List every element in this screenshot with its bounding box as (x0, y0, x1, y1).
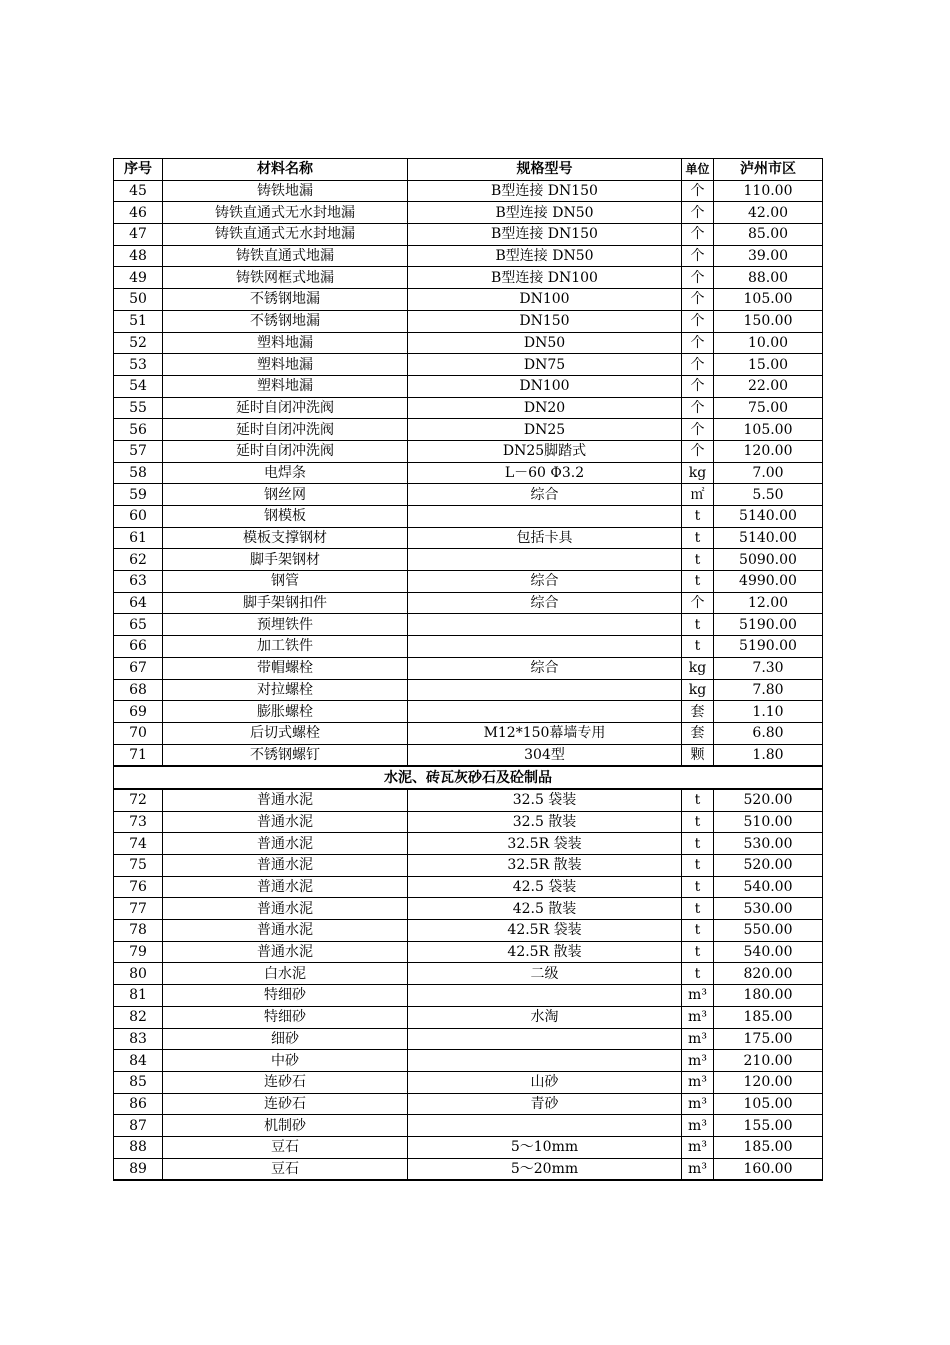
table-row (114, 527, 823, 549)
cell-index: 58 (114, 462, 163, 484)
cell-price: 540.00 (714, 876, 823, 898)
table-row (114, 549, 823, 571)
table-row (114, 289, 823, 311)
cell-unit: ㎡ (682, 484, 714, 506)
cell-spec: 二级 (408, 963, 682, 985)
table-row (114, 985, 823, 1007)
cell-index: 57 (114, 440, 163, 462)
cell-material-name: 普通水泥 (163, 898, 408, 920)
table-row (114, 833, 823, 855)
cell-price: 150.00 (714, 310, 823, 332)
cell-material-name: 机制砂 (163, 1115, 408, 1137)
cell-unit: t (682, 549, 714, 571)
cell-unit: m³ (682, 1093, 714, 1115)
section-title: 水泥、砖瓦灰砂石及砼制品 (114, 766, 823, 789)
cell-spec: 304型 (408, 744, 682, 766)
cell-material-name: 连砂石 (163, 1093, 408, 1115)
table-row (114, 245, 823, 267)
cell-spec: 综合 (408, 657, 682, 679)
cell-index: 47 (114, 224, 163, 246)
table-row (114, 657, 823, 679)
table-row (114, 855, 823, 877)
cell-unit: t (682, 506, 714, 528)
cell-material-name: 脚手架钢扣件 (163, 592, 408, 614)
cell-price: 520.00 (714, 855, 823, 877)
price-table (113, 158, 823, 1181)
cell-spec (408, 1028, 682, 1050)
cell-price: 185.00 (714, 1136, 823, 1158)
cell-price: 120.00 (714, 440, 823, 462)
table-row (114, 811, 823, 833)
header-material-name: 材料名称 (163, 159, 408, 181)
cell-unit: t (682, 920, 714, 942)
cell-material-name: 特细砂 (163, 1006, 408, 1028)
cell-unit: t (682, 811, 714, 833)
cell-price: 15.00 (714, 354, 823, 376)
cell-material-name: 豆石 (163, 1158, 408, 1180)
cell-unit: m³ (682, 1136, 714, 1158)
cell-price: 530.00 (714, 833, 823, 855)
cell-index: 70 (114, 722, 163, 744)
cell-unit: 套 (682, 722, 714, 744)
cell-material-name: 普通水泥 (163, 789, 408, 811)
cell-price: 820.00 (714, 963, 823, 985)
cell-spec: 32.5 袋装 (408, 789, 682, 811)
cell-index: 77 (114, 898, 163, 920)
cell-price: 210.00 (714, 1050, 823, 1072)
cell-price: 5.50 (714, 484, 823, 506)
cell-unit: m³ (682, 1115, 714, 1137)
cell-unit: kg (682, 679, 714, 701)
cell-unit: t (682, 571, 714, 593)
cell-unit: 个 (682, 289, 714, 311)
cell-spec: 32.5 散装 (408, 811, 682, 833)
cell-material-name: 对拉螺栓 (163, 679, 408, 701)
cell-spec: B型连接 DN50 (408, 245, 682, 267)
cell-spec: DN75 (408, 354, 682, 376)
cell-unit: m³ (682, 1071, 714, 1093)
cell-spec (408, 636, 682, 658)
cell-material-name: 普通水泥 (163, 876, 408, 898)
table-row (114, 636, 823, 658)
cell-index: 75 (114, 855, 163, 877)
cell-index: 78 (114, 920, 163, 942)
cell-unit: m³ (682, 1028, 714, 1050)
table-row (114, 920, 823, 942)
cell-price: 5140.00 (714, 506, 823, 528)
cell-spec: DN25脚踏式 (408, 440, 682, 462)
cell-price: 530.00 (714, 898, 823, 920)
cell-material-name: 普通水泥 (163, 833, 408, 855)
cell-index: 48 (114, 245, 163, 267)
cell-material-name: 预埋铁件 (163, 614, 408, 636)
cell-unit: t (682, 963, 714, 985)
cell-index: 74 (114, 833, 163, 855)
cell-spec: 42.5 散装 (408, 898, 682, 920)
cell-material-name: 塑料地漏 (163, 354, 408, 376)
table-row (114, 419, 823, 441)
cell-index: 71 (114, 744, 163, 766)
table-row (114, 571, 823, 593)
cell-price: 105.00 (714, 1093, 823, 1115)
table-row (114, 876, 823, 898)
cell-spec (408, 679, 682, 701)
table-row (114, 506, 823, 528)
cell-unit: 个 (682, 245, 714, 267)
table-row (114, 375, 823, 397)
cell-spec: DN50 (408, 332, 682, 354)
cell-material-name: 延时自闭冲洗阀 (163, 440, 408, 462)
cell-material-name: 带帽螺栓 (163, 657, 408, 679)
cell-spec: B型连接 DN150 (408, 224, 682, 246)
cell-price: 10.00 (714, 332, 823, 354)
cell-material-name: 延时自闭冲洗阀 (163, 397, 408, 419)
table-row (114, 722, 823, 744)
cell-index: 69 (114, 701, 163, 723)
cell-index: 54 (114, 375, 163, 397)
cell-spec: 32.5R 散装 (408, 855, 682, 877)
cell-unit: 个 (682, 592, 714, 614)
cell-material-name: 中砂 (163, 1050, 408, 1072)
cell-price: 120.00 (714, 1071, 823, 1093)
cell-spec: 32.5R 袋装 (408, 833, 682, 855)
cell-unit: 个 (682, 224, 714, 246)
cell-spec: DN25 (408, 419, 682, 441)
cell-spec: 综合 (408, 592, 682, 614)
cell-price: 185.00 (714, 1006, 823, 1028)
table-row (114, 440, 823, 462)
cell-price: 110.00 (714, 180, 823, 202)
cell-price: 5190.00 (714, 614, 823, 636)
cell-index: 61 (114, 527, 163, 549)
table-row (114, 1136, 823, 1158)
table-row (114, 1006, 823, 1028)
cell-price: 6.80 (714, 722, 823, 744)
cell-unit: t (682, 855, 714, 877)
cell-unit: kg (682, 462, 714, 484)
cell-unit: t (682, 614, 714, 636)
cell-material-name: 不锈钢螺钉 (163, 744, 408, 766)
table-row (114, 963, 823, 985)
cell-spec (408, 614, 682, 636)
cell-index: 50 (114, 289, 163, 311)
cell-index: 64 (114, 592, 163, 614)
cell-spec: L－60 Φ3.2 (408, 462, 682, 484)
cell-spec: 5～10mm (408, 1136, 682, 1158)
table-row (114, 898, 823, 920)
cell-price: 155.00 (714, 1115, 823, 1137)
cell-index: 65 (114, 614, 163, 636)
table-row (114, 1115, 823, 1137)
cell-unit: m³ (682, 985, 714, 1007)
table-row (114, 310, 823, 332)
cell-spec (408, 549, 682, 571)
cell-unit: t (682, 833, 714, 855)
cell-unit: 个 (682, 375, 714, 397)
cell-price: 105.00 (714, 289, 823, 311)
cell-index: 86 (114, 1093, 163, 1115)
cell-material-name: 延时自闭冲洗阀 (163, 419, 408, 441)
section-row (114, 766, 823, 789)
cell-unit: 个 (682, 419, 714, 441)
header-unit: 单位 (682, 159, 714, 181)
cell-index: 73 (114, 811, 163, 833)
cell-spec: 青砂 (408, 1093, 682, 1115)
cell-spec: 42.5R 散装 (408, 941, 682, 963)
cell-price: 42.00 (714, 202, 823, 224)
cell-price: 105.00 (714, 419, 823, 441)
cell-spec: B型连接 DN150 (408, 180, 682, 202)
cell-spec (408, 1050, 682, 1072)
cell-spec (408, 701, 682, 723)
cell-index: 66 (114, 636, 163, 658)
cell-price: 550.00 (714, 920, 823, 942)
cell-material-name: 豆石 (163, 1136, 408, 1158)
cell-unit: 套 (682, 701, 714, 723)
cell-spec: 42.5 袋装 (408, 876, 682, 898)
cell-unit: t (682, 876, 714, 898)
header-price-luzhou: 泸州市区 (714, 159, 823, 181)
cell-spec: 包括卡具 (408, 527, 682, 549)
table-row (114, 679, 823, 701)
cell-spec: B型连接 DN50 (408, 202, 682, 224)
cell-price: 88.00 (714, 267, 823, 289)
cell-price: 160.00 (714, 1158, 823, 1180)
cell-unit: 个 (682, 440, 714, 462)
cell-index: 84 (114, 1050, 163, 1072)
cell-unit: m³ (682, 1050, 714, 1072)
table-row (114, 614, 823, 636)
cell-unit: 颗 (682, 744, 714, 766)
cell-index: 55 (114, 397, 163, 419)
cell-index: 81 (114, 985, 163, 1007)
cell-material-name: 白水泥 (163, 963, 408, 985)
table-row (114, 1158, 823, 1180)
cell-index: 60 (114, 506, 163, 528)
cell-spec: DN150 (408, 310, 682, 332)
cell-unit: 个 (682, 202, 714, 224)
cell-index: 72 (114, 789, 163, 811)
cell-material-name: 不锈钢地漏 (163, 310, 408, 332)
cell-unit: 个 (682, 267, 714, 289)
cell-price: 1.80 (714, 744, 823, 766)
cell-index: 59 (114, 484, 163, 506)
table-row (114, 789, 823, 811)
cell-spec (408, 506, 682, 528)
cell-spec: DN100 (408, 375, 682, 397)
table-header-row (114, 159, 823, 181)
cell-price: 7.30 (714, 657, 823, 679)
cell-price: 39.00 (714, 245, 823, 267)
cell-unit: 个 (682, 310, 714, 332)
header-index: 序号 (114, 159, 163, 181)
table-row (114, 354, 823, 376)
cell-price: 540.00 (714, 941, 823, 963)
table-body-a (114, 180, 823, 766)
cell-material-name: 钢模板 (163, 506, 408, 528)
table-row (114, 1028, 823, 1050)
cell-index: 62 (114, 549, 163, 571)
table-row (114, 1071, 823, 1093)
table-row (114, 224, 823, 246)
cell-unit: 个 (682, 180, 714, 202)
cell-material-name: 普通水泥 (163, 855, 408, 877)
cell-material-name: 铸铁直通式地漏 (163, 245, 408, 267)
cell-spec: DN20 (408, 397, 682, 419)
cell-material-name: 钢丝网 (163, 484, 408, 506)
cell-index: 88 (114, 1136, 163, 1158)
cell-index: 63 (114, 571, 163, 593)
cell-spec: M12*150幕墙专用 (408, 722, 682, 744)
cell-spec (408, 1115, 682, 1137)
table-row (114, 332, 823, 354)
cell-unit: 个 (682, 354, 714, 376)
cell-material-name: 后切式螺栓 (163, 722, 408, 744)
cell-unit: t (682, 636, 714, 658)
table-row (114, 462, 823, 484)
cell-unit: t (682, 527, 714, 549)
table-row (114, 484, 823, 506)
cell-index: 83 (114, 1028, 163, 1050)
cell-unit: t (682, 898, 714, 920)
table-row (114, 397, 823, 419)
cell-material-name: 连砂石 (163, 1071, 408, 1093)
cell-index: 53 (114, 354, 163, 376)
cell-price: 510.00 (714, 811, 823, 833)
cell-index: 68 (114, 679, 163, 701)
table-body-b (114, 789, 823, 1180)
cell-material-name: 铸铁地漏 (163, 180, 408, 202)
table-row (114, 202, 823, 224)
cell-spec: B型连接 DN100 (408, 267, 682, 289)
table-row (114, 744, 823, 766)
cell-index: 45 (114, 180, 163, 202)
cell-unit: t (682, 941, 714, 963)
cell-price: 85.00 (714, 224, 823, 246)
cell-price: 4990.00 (714, 571, 823, 593)
cell-material-name: 普通水泥 (163, 941, 408, 963)
cell-price: 180.00 (714, 985, 823, 1007)
cell-unit: m³ (682, 1158, 714, 1180)
cell-material-name: 脚手架钢材 (163, 549, 408, 571)
cell-spec: 42.5R 袋装 (408, 920, 682, 942)
table-row (114, 701, 823, 723)
table-row (114, 180, 823, 202)
cell-index: 51 (114, 310, 163, 332)
cell-unit: 个 (682, 332, 714, 354)
cell-material-name: 细砂 (163, 1028, 408, 1050)
cell-unit: 个 (682, 397, 714, 419)
table-row (114, 1050, 823, 1072)
cell-material-name: 加工铁件 (163, 636, 408, 658)
cell-index: 87 (114, 1115, 163, 1137)
cell-unit: m³ (682, 1006, 714, 1028)
cell-material-name: 电焊条 (163, 462, 408, 484)
table-row (114, 267, 823, 289)
cell-unit: t (682, 789, 714, 811)
cell-price: 7.00 (714, 462, 823, 484)
cell-spec: 水淘 (408, 1006, 682, 1028)
cell-index: 85 (114, 1071, 163, 1093)
cell-material-name: 普通水泥 (163, 920, 408, 942)
cell-price: 75.00 (714, 397, 823, 419)
cell-spec: 5～20mm (408, 1158, 682, 1180)
cell-price: 175.00 (714, 1028, 823, 1050)
cell-index: 67 (114, 657, 163, 679)
cell-material-name: 铸铁网框式地漏 (163, 267, 408, 289)
cell-price: 5190.00 (714, 636, 823, 658)
cell-unit: kg (682, 657, 714, 679)
cell-material-name: 普通水泥 (163, 811, 408, 833)
section-body (114, 766, 823, 789)
cell-material-name: 塑料地漏 (163, 332, 408, 354)
table-row (114, 941, 823, 963)
cell-index: 82 (114, 1006, 163, 1028)
cell-material-name: 模板支撑钢材 (163, 527, 408, 549)
cell-price: 12.00 (714, 592, 823, 614)
cell-index: 76 (114, 876, 163, 898)
table-row (114, 1093, 823, 1115)
cell-material-name: 塑料地漏 (163, 375, 408, 397)
cell-index: 89 (114, 1158, 163, 1180)
cell-price: 22.00 (714, 375, 823, 397)
cell-spec: 综合 (408, 571, 682, 593)
cell-material-name: 钢管 (163, 571, 408, 593)
cell-spec: 综合 (408, 484, 682, 506)
cell-price: 1.10 (714, 701, 823, 723)
cell-material-name: 铸铁直通式无水封地漏 (163, 224, 408, 246)
cell-material-name: 铸铁直通式无水封地漏 (163, 202, 408, 224)
cell-spec: 山砂 (408, 1071, 682, 1093)
cell-price: 520.00 (714, 789, 823, 811)
table-row (114, 592, 823, 614)
cell-spec (408, 985, 682, 1007)
cell-price: 5090.00 (714, 549, 823, 571)
cell-price: 5140.00 (714, 527, 823, 549)
cell-index: 80 (114, 963, 163, 985)
cell-material-name: 特细砂 (163, 985, 408, 1007)
header-spec: 规格型号 (408, 159, 682, 181)
cell-index: 49 (114, 267, 163, 289)
cell-material-name: 不锈钢地漏 (163, 289, 408, 311)
cell-index: 79 (114, 941, 163, 963)
cell-index: 52 (114, 332, 163, 354)
cell-index: 46 (114, 202, 163, 224)
cell-spec: DN100 (408, 289, 682, 311)
cell-index: 56 (114, 419, 163, 441)
cell-material-name: 膨胀螺栓 (163, 701, 408, 723)
cell-price: 7.80 (714, 679, 823, 701)
